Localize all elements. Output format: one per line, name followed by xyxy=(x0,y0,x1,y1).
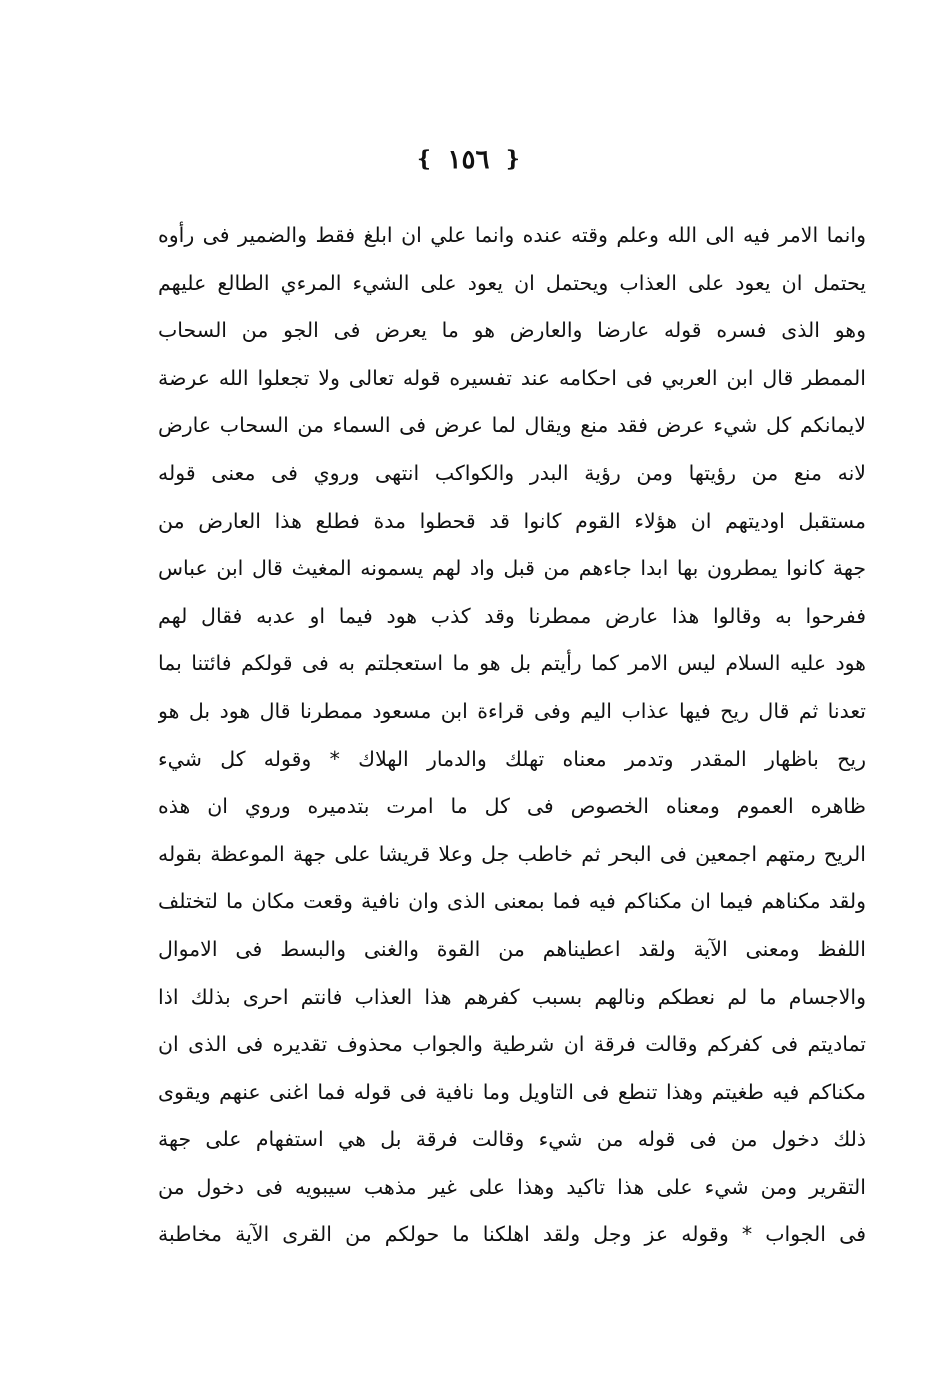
text-line: التقرير ومن شيء على هذا تاكيد وهذا على غير مذهب سيبويه فى دخول من xyxy=(158,1174,866,1199)
text-line: لايمانكم كل شيء عرض فقد منع ويقال لما عرض فى السماء من السحاب عارض xyxy=(158,413,866,438)
text-line: والاجسام ما لم نعطكم ونالهم بسبب كفرهم هذا العذاب فانتم احرى بذلك اذا xyxy=(158,984,866,1009)
text-line: ريح باظهار المقدر وتدمر معناه تهلك والدمار الهلاك * وقوله كل شيء xyxy=(158,746,866,771)
text-line: لانه منع من رؤيتها ومن رؤية البدر والكواكب انتهى وروي فى معنى قوله xyxy=(158,460,866,485)
text-line: مستقبل اوديتهم ان هؤلاء القوم كانوا قد قحطوا مدة فطلع هذا العارض من xyxy=(158,508,866,533)
text-line: ظاهره العموم ومعناه الخصوص فى كل ما امرت بتدميره وروي ان هذه xyxy=(158,794,866,819)
text-line: جهة كانوا يمطرون بها ابدا جاءهم من قبل واد لهم يسمونه المغيث قال ابن عباس xyxy=(158,556,866,581)
text-line: ولقد مكناهم فيما ان مكناكم فيه فما بمعنى الذى وان نافية وقعت مكان ما لتختلف xyxy=(158,889,866,914)
text-line: تعدنا ثم قال ريح فيها عذاب اليم وفى قراءة ابن مسعود ممطرنا قال هود بل هو xyxy=(158,698,866,723)
page-number: ١٥٦ xyxy=(447,145,490,175)
text-line: هود عليه السلام ليس الامر كما رأيتم بل هو ما استعجلتم به فى قولكم فائتنا بما xyxy=(158,651,866,676)
text-line: تماديتم فى كفركم وقالت فرقة ان شرطية والجواب محذوف تقديره فى الذى ان xyxy=(158,1032,866,1057)
text-line: ذلك دخول من فى قوله من شيء وقالت فرقة بل هي استفهام على جهة xyxy=(158,1127,866,1152)
page-header xyxy=(0,140,937,180)
text-line: يحتمل ان يعود على العذاب ويحتمل ان يعود على الشيء المرءي الطالع عليهم xyxy=(158,270,866,295)
text-line: وانما الامر فيه الى الله وعلم وقته عنده وانما علي ان ابلغ فقط والضمير فى رأوه xyxy=(158,223,866,247)
text-line: وهو الذى فسره قوله عارضا والعارض هو ما يعرض فى الجو من السحاب xyxy=(158,318,866,343)
body-text xyxy=(158,212,866,1259)
text-line: اللفظ ومعنى الآية ولقد اعطيناهم من القوة والغنى والبسط فى الاموال xyxy=(158,936,866,961)
ornament-left-icon: ❵ xyxy=(415,147,434,172)
ornament-right-icon: ❴ xyxy=(503,147,522,172)
text-line: الممطر قال ابن العربي فى احكامه عند تفسيره قوله تعالى ولا تجعلوا الله عرضة xyxy=(158,365,866,390)
text-line: ففرحوا به وقالوا هذا عارض ممطرنا وقد كذب هود فيما او عدبه فقال لهم xyxy=(158,603,866,628)
text-line: مكناكم فيه طغيتم وهذا تنطع فى التاويل وما نافية فى قوله فما اغنى عنهم ويقوى xyxy=(158,1079,866,1104)
text-line: الريح رمتهم اجمعين فى البحر ثم خاطب جل وعلا قريشا على جهة الموعظة بقوله xyxy=(158,841,866,866)
text-line: فى الجواب * وقوله عز وجل ولقد اهلكنا ما حولكم من القرى الآية مخاطبة xyxy=(158,1222,866,1247)
